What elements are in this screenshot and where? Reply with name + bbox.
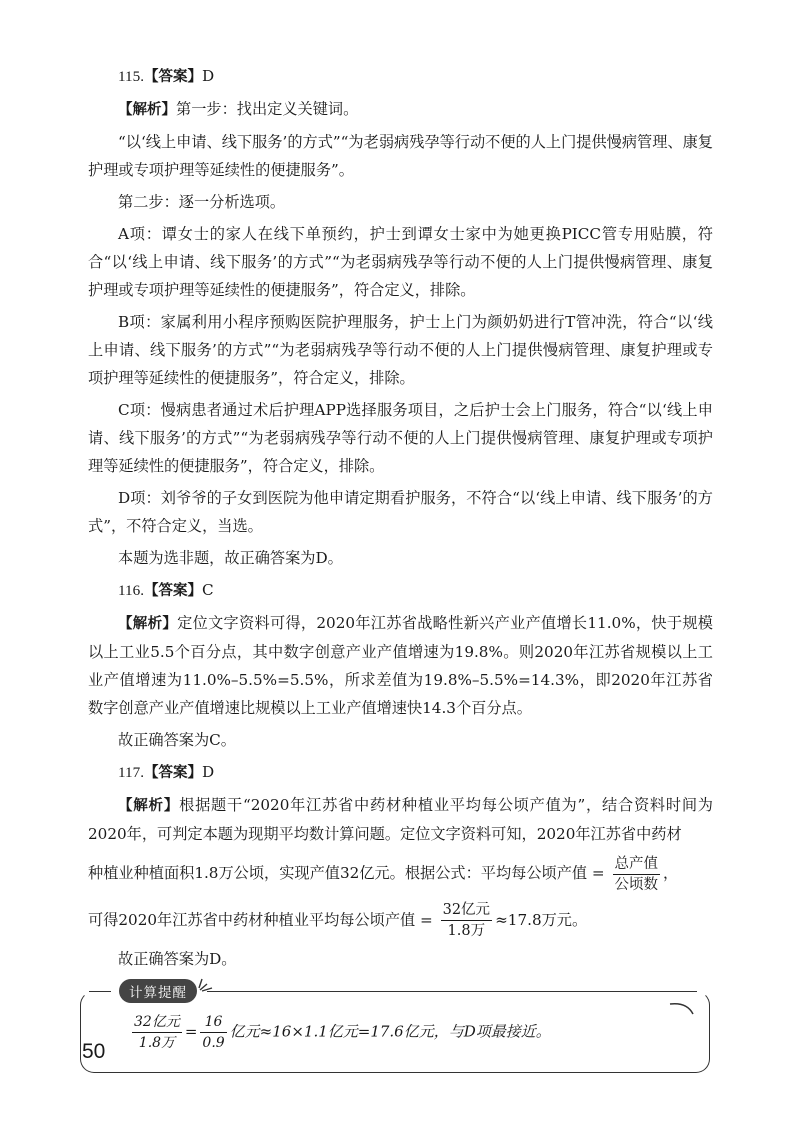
q115-conclusion: 本题为选非题，故正确答案为D。 [118, 549, 343, 567]
tip-fraction-2: $\frac{16}{0.9}$ [202, 1014, 225, 1051]
q115-answer-label: 【答案】 [144, 69, 203, 85]
corner-curl-icon [669, 1000, 695, 1016]
q115-number: 115. [118, 68, 145, 85]
q117-formula-line: 种植业种植面积1.8万公顷，实现产值32亿元。根据公式：平均每公顷产值 = $\frac{\text{总产值}}{\text{公顷数}}$ ， [88, 855, 679, 893]
q116-answer-label: 【答案】 [144, 583, 203, 599]
sparkle-icon [197, 976, 215, 992]
q116-answer-line [118, 576, 713, 605]
q115-answer-line [118, 62, 713, 91]
page-content [88, 62, 713, 1073]
q116-analysis: 【解析】定位文字资料可得，2020年江苏省战略性新兴产业产值增长11.0%，快于规模以上工业5.5个百分点，其中数字创意产业产值增速为19.8%。则2020年江苏省规模以上工业产值增速为11.0%–5.5%=5.5%，所求差值为19.8%–5.5%=14.3%，即2020年江苏省数字创意产业产值增速比规模以上工业产值增速快14.3个百分点。 [88, 614, 713, 717]
q115-option-d: D项：刘爷爷的子女到医院为他申请定期看护服务，不符合“以‘线上申请、线下服务’的方式”，不符合定义，当选。 [88, 489, 713, 535]
q117-conclusion: 故正确答案为D。 [118, 950, 237, 968]
tip-content: $\frac{\text{32亿元}}{\text{1.8万}}$ = $\frac{16}{0.9}$ 亿元≈16×1.1亿元=17.6亿元，与D项最接近。 [134, 1014, 551, 1051]
result-fraction: $\frac{\text{32亿元}}{\text{1.8万}}$ [442, 902, 491, 939]
tip-fraction-1: $\frac{\text{32亿元}}{\text{1.8万}}$ [134, 1014, 180, 1051]
q117-result-line: 可得2020年江苏省中药材种植业平均每公顷产值 = $\frac{\text{32亿元}}{\text{1.8万}}$ ≈17.8万元。 [88, 902, 588, 939]
q115-option-b: B项：家属利用小程序预购医院护理服务，护士上门为颜奶奶进行T管冲洗，符合“以‘线上申请、线下服务’的方式”“为老弱病残孕等行动不便的人上门提供慢病管理、康复护理或专项护理等延续性的便捷服务”，符合定义，排除。 [88, 313, 713, 387]
q117-answer-label: 【答案】 [144, 765, 203, 781]
q115-step2: 第二步：逐一分析选项。 [118, 193, 286, 211]
formula-fraction: $\frac{\text{总产值}}{\text{公顷数}}$ [614, 855, 658, 893]
q117-answer: D [202, 763, 215, 781]
q115-option-c: C项：慢病患者通过术后护理APP选择服务项目，之后护士会上门服务，符合“以‘线上申请、线下服务’的方式”“为老弱病残孕等行动不便的人上门提供慢病管理、康复护理或专项护理等延续性的便捷服务”，符合定义，排除。 [88, 401, 713, 475]
page-number: 50 [82, 1040, 106, 1063]
q116-conclusion: 故正确答案为C。 [118, 731, 236, 749]
q117-analysis-label: 【解析】 [118, 798, 180, 814]
q116-answer: C [202, 581, 214, 599]
q116-analysis-label: 【解析】 [118, 616, 178, 632]
q115-keywords: “以‘线上申请、线下服务’的方式”“为老弱病残孕等行动不便的人上门提供慢病管理、康复护理或专项护理等延续性的便捷服务”。 [88, 133, 713, 179]
q117-analysis: 【解析】根据题干“2020年江苏省中药材种植业平均每公顷产值为”，结合资料时间为2020年，可判定本题为现期平均数计算问题。定位文字资料可知，2020年江苏省中药材 [88, 796, 713, 843]
q115-analysis-label: 【解析】 [118, 102, 176, 118]
q115-step1: 【解析】第一步：找出定义关键词。 [118, 100, 359, 118]
tip-label: 计算提醒 [119, 979, 197, 1003]
calculation-tip-box [80, 985, 710, 1073]
q115-option-a: A项：谭女士的家人在线下单预约，护士到谭女士家中为她更换PICC管专用贴膜，符合“以‘线上申请、线下服务’的方式”“为老弱病残孕等行动不便的人上门提供慢病管理、康复护理或专项护理等延续性的便捷服务”，符合定义，排除。 [88, 225, 713, 299]
q115-answer: D [202, 67, 215, 85]
q117-answer-line [118, 758, 713, 787]
q116-number: 116. [118, 582, 145, 599]
q117-number: 117. [118, 764, 145, 781]
